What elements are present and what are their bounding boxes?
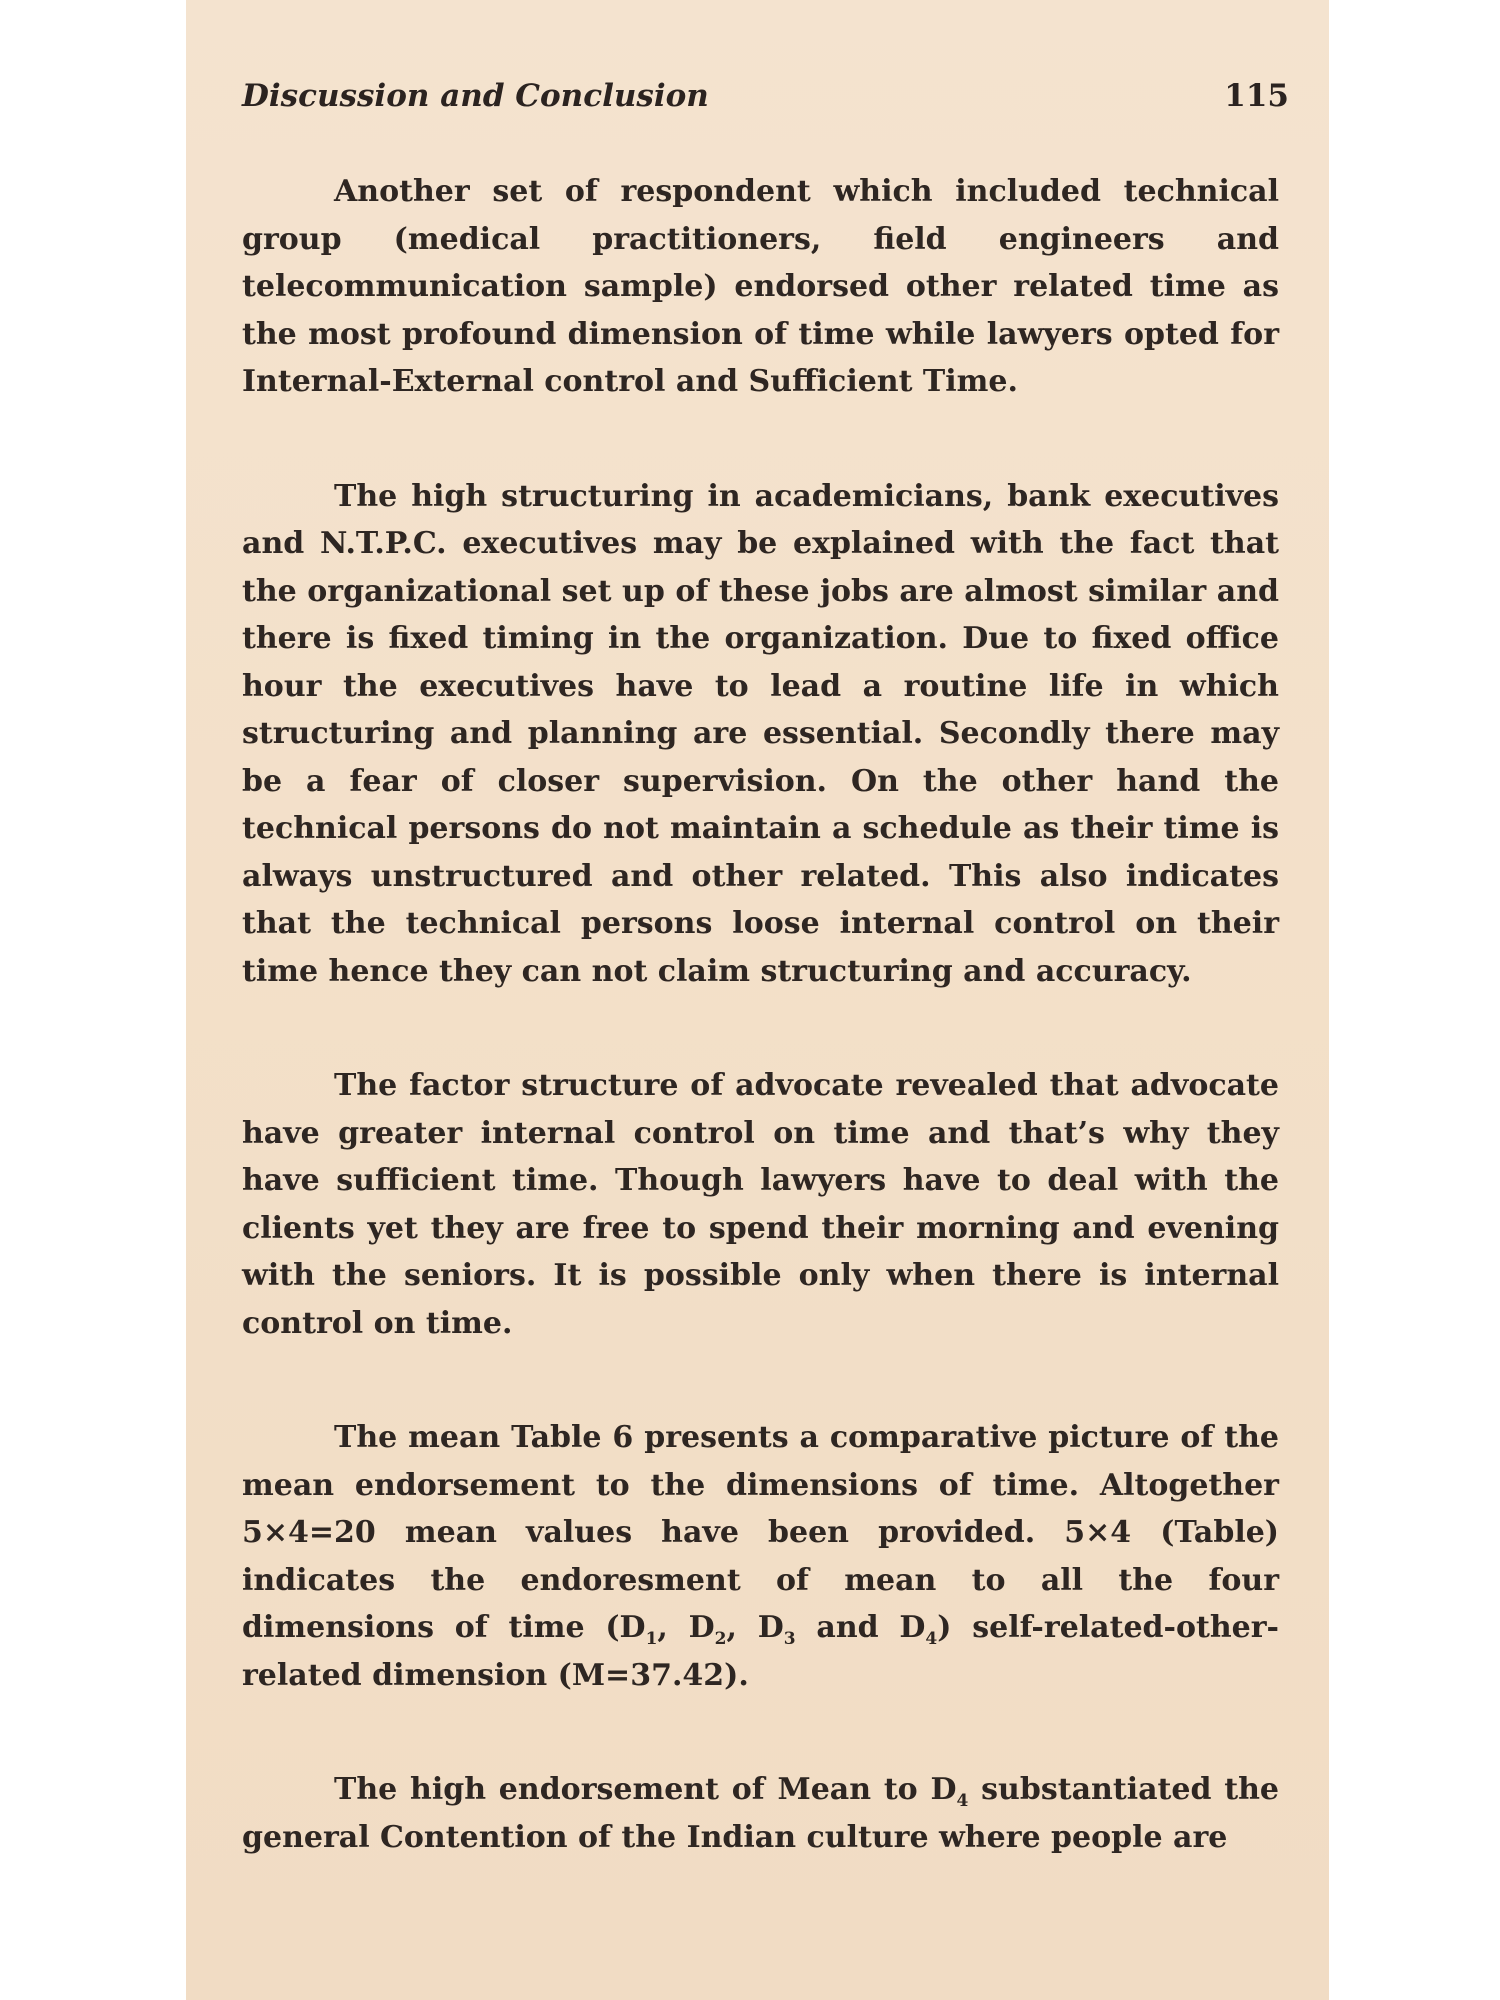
subscript-1: 1 [645,1629,658,1649]
paragraph-5-text-a: The high endorsement of Mean to D [334,1772,957,1807]
paragraph-4-text-e: ) self-related-other-related dimension (M=37.42). [242,1610,1280,1693]
subscript-d4: 4 [956,1791,969,1811]
subscript-3: 3 [783,1629,796,1649]
running-title: Discussion and Conclusion [242,78,709,114]
paragraph-4-text-d: and D [795,1610,926,1645]
paragraph-2: The high structuring in academicians, bank executives and N.T.P.C. executives may be explained with the fact that the organizational set up of these jobs are almost similar and there is fixed timing in the organization. Due to fixed office hour the executives have to lead a routine life in which structuring and planning are essential. Secondly there may be a fear of closer supervision. On the other hand the technical persons do not maintain a schedule as their time is always unstructured and other related. This also indicates that the technical persons loose internal control on their time hence they can not claim structuring and accuracy. [242,478,1279,989]
subscript-2: 2 [714,1629,727,1649]
page-number: 115 [1224,78,1289,114]
paragraph-1: Another set of respondent which included technical group (medical practitioners, field engineers and telecommunication sample) endorsed other related time as the most profound dimension of time while lawyers opted for Internal-External control and Sufficient Time. [242,174,1279,399]
subscript-4: 4 [925,1629,938,1649]
scanned-page [186,0,1329,2000]
paragraph-5 [242,1766,1279,1861]
paragraph-3: The factor structure of advocate revealed that advocate have greater internal control on time and that’s why they have sufficient time. Though lawyers have to deal with the clients yet they are free to spend their morning and evening with the seniors. It is possible only when there is internal control on time. [242,1068,1279,1341]
paragraph-4-text-c: , D [726,1610,784,1645]
body-text [242,168,1279,1861]
page-header [242,78,1289,122]
paragraph-4 [242,1414,1279,1699]
paragraph-5-text-b: substantiated the general Contention of the Indian culture where people are [242,1772,1279,1855]
paragraph-4-text-a: The mean Table 6 presents a comparative picture of the mean endorsement to the dimensions of time. Altogether 5×4=20 mean values have been provided. 5×4 (Table) indicates the endoresment of mean to all the four dimensions of time (D [242,1420,1279,1645]
paragraph-4-text-b: , D [657,1610,715,1645]
